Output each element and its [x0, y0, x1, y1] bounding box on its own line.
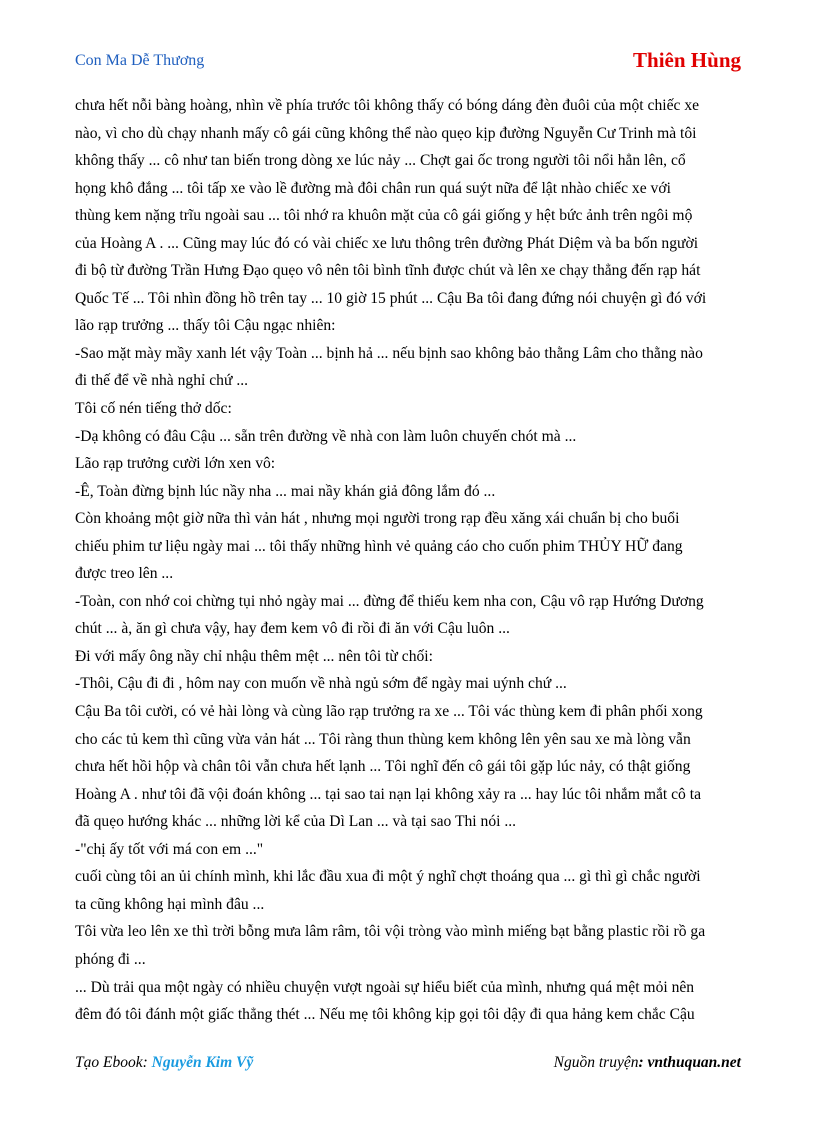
- text-line: Tôi vừa leo lên xe thì trời bỗng mưa lâm râm, tôi vội tròng vào mình miếng bạt bằng plastic rồi rồ ga: [75, 923, 706, 941]
- text-line: đêm đó tôi đánh một giấc thẳng thét ... Nếu mẹ tôi không kịp gọi tôi dậy đi qua hảng kem chắc Cậu: [75, 1006, 695, 1024]
- text-line: Hoàng A . như tôi đã vội đoán không ... tại sao tai nạn lại không xảy ra ... hay lúc tôi nhắm mắt cô ta: [75, 785, 702, 803]
- text-line: chưa hết nỗi bàng hoàng, nhìn về phía trước tôi không thấy có bóng dáng đèn đuôi của một chiếc xe: [75, 97, 700, 114]
- text-line: chút ... à, ăn gì chưa vậy, hay đem kem vô đi rồi đi ăn với Cậu luôn ...: [75, 620, 510, 638]
- text-line: không thấy ... cô như tan biến trong dòng xe lúc nảy ... Chợt gai ốc trong người tôi nổi hẳn lên, cổ: [75, 152, 686, 170]
- ebook-creator-name: Nguyễn Kim Vỹ: [151, 1054, 254, 1071]
- text-line: -Dạ không có đâu Cậu ... sẵn trên đường về nhà con làm luôn chuyến chót mà ...: [75, 427, 577, 445]
- text-line: phóng đi ...: [75, 950, 146, 968]
- text-line: cuối cùng tôi an ủi chính mình, khi lắc đầu xua đi một ý nghĩ chợt thoáng qua ... gì thì gì chắc người: [75, 868, 701, 886]
- text-line: ta cũng không hại mình đâu ...: [75, 895, 265, 913]
- text-line: đã quẹo hướng khác ... những lời kể của Dì Lan ... và tại sao Thi nói ...: [75, 813, 517, 831]
- text-line: đi thế để về nhà nghỉ chứ ...: [75, 372, 249, 390]
- source-site: vnthuquan.net: [647, 1054, 741, 1071]
- text-line: -"chị ấy tốt với má con em ...": [75, 840, 264, 858]
- text-line: lão rạp trưởng ... thấy tôi Cậu ngạc nhiên:: [75, 317, 336, 335]
- text-line: Còn khoảng một giờ nữa thì vản hát , nhưng mọi người trong rạp đều xăng xái chuẩn bị cho buổi: [75, 510, 680, 528]
- source-credit-separator: :: [638, 1054, 648, 1071]
- text-line: thùng kem nặng trĩu ngoài sau ... tôi nhớ ra khuôn mặt của cô gái giống y hệt bức ảnh trên ngôi mộ: [75, 207, 693, 225]
- text-line: đi bộ từ đường Trần Hưng Đạo quẹo vô nên tôi bình tĩnh được chút và lên xe chạy thẳng đến rạp hát: [75, 262, 701, 280]
- text-line: nào, vì cho dù chạy nhanh mấy cô gái cũng không thể nào quẹo kịp đường Nguyễn Cư Trinh mà tôi: [75, 124, 697, 142]
- author-name: Thiên Hùng: [633, 48, 741, 72]
- story-body: [75, 92, 743, 1029]
- text-line: Cậu Ba tôi cười, có vẻ hài lòng và cùng lão rạp trưởng ra xe ... Tôi vác thùng kem đi phân phối xong: [75, 703, 703, 721]
- text-line: -Thôi, Cậu đi đi , hôm nay con muốn về nhà ngủ sớm để ngày mai uýnh chứ ...: [75, 675, 567, 693]
- text-line: của Hoàng A . ... Cũng may lúc đó có vài chiếc xe lưu thông trên đường Phát Diệm và ba bốn người: [75, 234, 699, 252]
- ebook-credit: [75, 1054, 253, 1072]
- text-line: chiếu phim tư liệu ngày mai ... tôi thấy những hình vẻ quảng cáo cho cuốn phim THỦY HỮ đang: [75, 537, 683, 555]
- text-line: -Sao mặt mày mầy xanh lét vậy Toàn ... bịnh hả ... nếu bịnh sao không bảo thằng Lâm cho thằng nào: [75, 344, 703, 362]
- text-line: cho các tủ kem thì cũng vừa vản hát ... Tôi ràng thun thùng kem không lên yên sau xe mà lòng vẫn: [75, 730, 691, 748]
- ebook-credit-label: Tạo Ebook: [75, 1054, 143, 1071]
- text-line: chưa hết hồi hộp và chân tôi vẫn chưa hết lạnh ... Tôi nghĩ đến cô gái tôi gặp lúc nảy, có thật giống: [75, 758, 691, 776]
- page-header: [75, 48, 741, 78]
- text-line: được treo lên ...: [75, 565, 174, 583]
- text-line: -Toàn, con nhớ coi chừng tụi nhỏ ngày mai ... đừng để thiếu kem nha con, Cậu vô rạp Hướng Dương: [75, 592, 704, 610]
- book-title: Con Ma Dễ Thương: [75, 52, 205, 69]
- text-line: Quốc Tế ... Tôi nhìn đồng hồ trên tay ... 10 giờ 15 phút ... Cậu Ba tôi đang đứng nói chuyện gì đó với: [75, 289, 707, 307]
- text-line: ... Dù trải qua một ngày có nhiều chuyện vượt ngoài sự hiểu biết của mình, nhưng quá mệt mỏi nên: [75, 978, 695, 996]
- text-line: Đi với mấy ông nầy chỉ nhậu thêm mệt ... nên tôi từ chối:: [75, 647, 433, 665]
- text-line: -Ê, Toàn đừng bịnh lúc nầy nha ... mai nầy khán giả đông lắm đó ...: [75, 482, 496, 500]
- source-credit-label: Nguồn truyện: [553, 1054, 639, 1071]
- text-line: Lão rạp trưởng cười lớn xen vô:: [75, 455, 276, 473]
- text-line: Tôi cố nén tiếng thở dốc:: [75, 400, 232, 418]
- text-line: họng khô đắng ... tôi tấp xe vào lề đường mà đôi chân run quá suýt nữa để lật nhào chiếc xe với: [75, 179, 671, 197]
- source-credit: [554, 1054, 741, 1072]
- ebook-credit-separator: :: [142, 1054, 152, 1071]
